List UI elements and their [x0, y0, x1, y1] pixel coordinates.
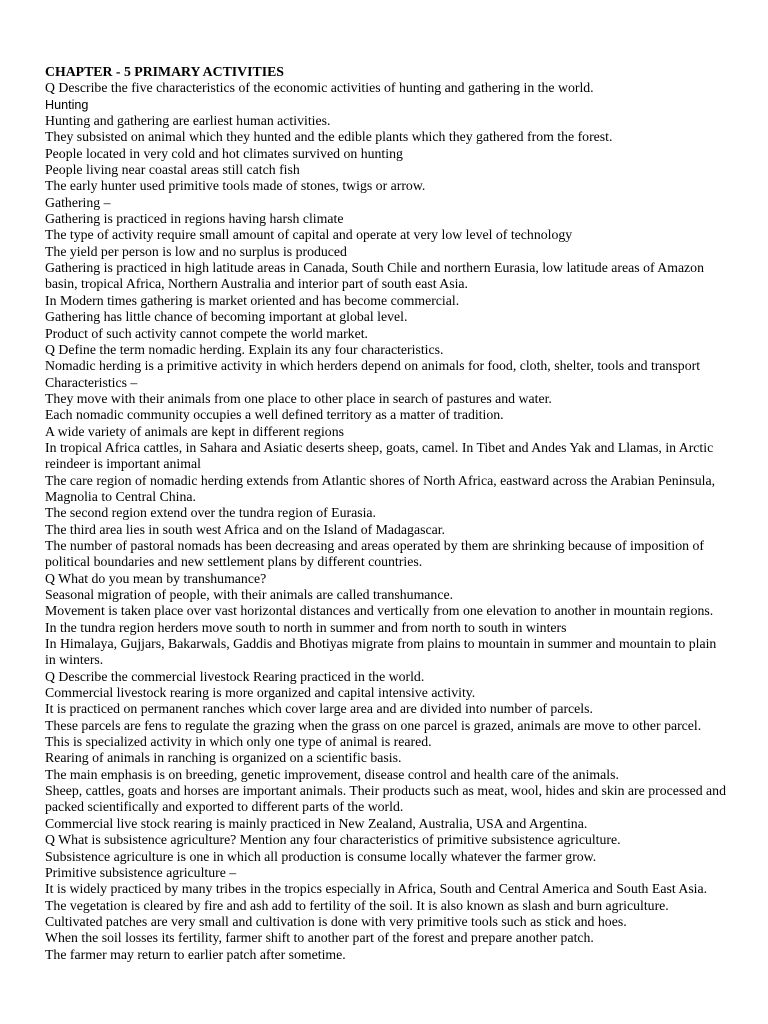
document-line: Q Describe the five characteristics of the economic activities of hunting and gathering in the world. — [45, 80, 594, 96]
document-line: People located in very cold and hot climates survived on hunting — [45, 145, 403, 161]
chapter-title: CHAPTER - 5 PRIMARY ACTIVITIES — [45, 64, 284, 79]
document-line: It is practiced on permanent ranches which cover large area and are divided into number of parcels. — [45, 701, 593, 717]
document-line: Commercial livestock rearing is more organized and capital intensive activity. — [45, 685, 476, 701]
document-line: Q What do you mean by transhumance? — [45, 570, 267, 586]
document-line: The main emphasis is on breeding, genetic improvement, disease control and health care of the animals. — [45, 766, 619, 782]
document-line: The care region of nomadic herding extends from Atlantic shores of North Africa, eastward across the Arabian Peninsula, Magnolia to Central China. — [45, 472, 716, 504]
document-line: Seasonal migration of people, with their animals are called transhumance. — [45, 587, 454, 602]
document-line: In tropical Africa cattles, in Sahara and Asiatic deserts sheep, goats, camel. In Tibet and Andes Yak and Llamas, in Arctic reindeer is important animal — [45, 439, 714, 472]
document-line: Q Define the term nomadic herding. Explain its any four characteristics. — [45, 341, 444, 357]
document-line: Hunting and gathering are earliest human activities. — [45, 113, 331, 129]
document-line: Characteristics – — [45, 374, 138, 390]
document-line: The early hunter used primitive tools made of stones, twigs or arrow. — [45, 178, 426, 194]
document-line: In the tundra region herders move south to north in summer and from north to south in winters — [45, 619, 567, 635]
document-line: Rearing of animals in ranching is organized on a scientific basis. — [45, 750, 402, 766]
document-line: The second region extend over the tundra region of Eurasia. — [45, 505, 377, 521]
document-line: Gathering is practiced in high latitude areas in Canada, South Chile and northern Eurasia, low latitude areas of Amazon basin, tropical Africa, Northern Australia and interior part of south east Asia. — [45, 260, 704, 292]
document-line: When the soil losses its fertility, farmer shift to another part of the forest and prepare another patch. — [45, 930, 594, 946]
document-line: The number of pastoral nomads has been decreasing and areas operated by them are shrinking because of imposition of political boundaries and new settlement plans by different countries. — [45, 537, 704, 570]
document-line: People living near coastal areas still catch fish — [45, 162, 300, 178]
document-line: In Himalaya, Gujjars, Bakarwals, Gaddis and Bhotiyas migrate from plains to mountain in summer and mountain to plain in winters. — [45, 636, 717, 668]
document-line: Subsistence agriculture is one in which all production is consume locally whatever the farmer grow. — [45, 848, 597, 864]
document-line: It is widely practiced by many tribes in the tropics especially in Africa, South and Central America and South East Asia. — [45, 881, 708, 897]
document-line: Sheep, cattles, goats and horses are important animals. Their products such as meat, wool, hides and skin are processed and packed scientifically and exported to different parts of the world. — [45, 783, 726, 815]
document-line: This is specialized activity in which only one type of animal is reared. — [45, 734, 432, 750]
document-line: These parcels are fens to regulate the grazing when the grass on one parcel is grazed, animals are move to other parcel. — [45, 717, 702, 733]
document-line: A wide variety of animals are kept in different regions — [45, 423, 344, 439]
document-line: Hunting — [45, 97, 89, 112]
document-line: Nomadic herding is a primitive activity in which herders depend on animals for food, cloth, shelter, tools and transport — [45, 358, 701, 374]
document-line: Gathering is practiced in regions having harsh climate — [45, 211, 344, 227]
document-line: Q Describe the commercial livestock Rearing practiced in the world. — [45, 668, 425, 684]
document-page — [45, 64, 730, 963]
document-line: Gathering has little chance of becoming important at global level. — [45, 309, 408, 325]
document-line: They move with their animals from one place to other place in search of pastures and water. — [45, 390, 552, 406]
document-line: The farmer may return to earlier patch after sometime. — [45, 946, 346, 962]
document-line: The vegetation is cleared by fire and ash add to fertility of the soil. It is also known as slash and burn agriculture. — [45, 897, 669, 913]
document-line: Commercial live stock rearing is mainly practiced in New Zealand, Australia, USA and Argentina. — [45, 815, 588, 831]
document-line: Product of such activity cannot compete the world market. — [45, 325, 368, 341]
document-line: The third area lies in south west Africa and on the Island of Madagascar. — [45, 521, 445, 537]
document-line: Cultivated patches are very small and cultivation is done with very primitive tools such as stick and hoes. — [45, 913, 627, 929]
document-line: Primitive subsistence agriculture – — [45, 864, 237, 880]
document-line: The yield per person is low and no surplus is produced — [45, 243, 347, 259]
document-line: Movement is taken place over vast horizontal distances and vertically from one elevation to another in mountain regions. — [45, 603, 714, 619]
document-line: The type of activity require small amount of capital and operate at very low level of technology — [45, 227, 573, 243]
document-line: They subsisted on animal which they hunted and the edible plants which they gathered from the forest. — [45, 129, 613, 145]
document-line: Each nomadic community occupies a well defined territory as a matter of tradition. — [45, 407, 504, 423]
document-line: Gathering – — [45, 194, 111, 210]
document-line: In Modern times gathering is market oriented and has become commercial. — [45, 292, 460, 308]
document-line: Q What is subsistence agriculture? Mention any four characteristics of primitive subsistence agriculture. — [45, 832, 621, 848]
